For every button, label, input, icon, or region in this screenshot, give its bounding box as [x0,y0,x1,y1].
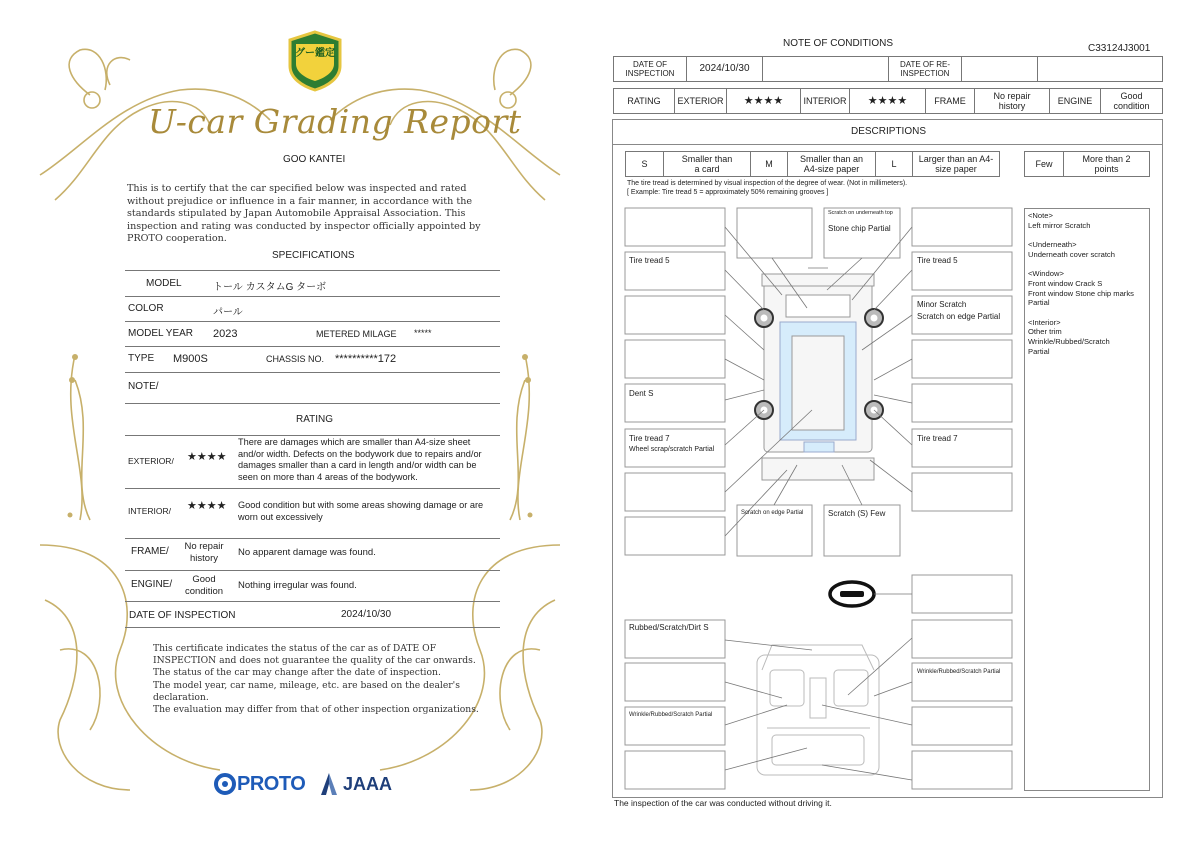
note-left-dent: Dent S [629,389,654,398]
year-label: MODEL YEAR [128,328,194,339]
frame-value-right: No repair history [974,88,1050,114]
note-rear-left-1: Tire tread 7 [629,434,670,443]
note-interior-left-2: Wrinkle/Rubbed/Scratch Partial [629,712,713,718]
frame-label-right: FRAME [925,88,975,114]
footer-note: The inspection of the car was conducted without driving it. [614,798,832,808]
interior-stars-right: ★★★★ [849,88,926,114]
engine-desc: Nothing irregular was found. [238,580,357,591]
side-note-line [1028,308,1148,318]
side-note-line [1028,230,1148,240]
disclaimer-line: declaration. [153,691,209,703]
proto-logo [213,771,305,797]
engine-label: ENGINE/ [131,579,173,590]
note-rear-right: Tire tread 7 [917,434,958,443]
note-front-right: Tire tread 5 [917,256,958,265]
side-note-line: <Interior> [1028,317,1061,327]
note-bottom-small: Scratch on edge Partial [741,510,804,516]
engine-value: Good condition [184,574,224,597]
inspection-date-value: 2024/10/30 [341,609,392,620]
frame-value: No repair history [184,541,224,564]
goo-kantei-logo [288,30,342,92]
disclaimer-line: INSPECTION and does not guarantee the quality of the car onwards. [153,655,476,667]
exterior-stars-right: ★★★★ [726,88,801,114]
side-note-line [1028,260,1148,270]
doi-label: DATE OF INSPECTION [613,56,687,82]
side-note-line: Front window Crack S [1028,278,1103,288]
type-value: M900S [173,353,208,365]
blank-cell [762,56,889,82]
tire-note-2: [ Example: Tire tread 5 = approximately 50% remaining grooves ] [627,189,829,196]
note-roof: Stone chip Partial [828,224,891,233]
year-value: 2023 [213,328,238,340]
note-right-mid-2: Scratch on edge Partial [917,312,1001,321]
legend-text-m: Smaller than an A4-size paper [787,151,876,177]
jaaa-logo-text: JAAA [343,773,393,794]
side-notes [1028,211,1148,357]
steering-wheel-icon [830,582,912,606]
reinsp-value [961,56,1038,82]
model-label: MODEL [146,278,182,289]
certify-text: This is to certify that the car specified below was inspected and rated without prejudice or influence in a fair manner, in accordance with the standards stipulated by Japan Automobile Appraisal Association. This inspection and rating was conducted by inspector officially appointed by PROTO cooperation. [127,183,481,245]
side-note-line: Left mirror Scratch [1028,220,1091,230]
legend-key-s: S [625,151,664,177]
note-interior-left: Rubbed/Scratch/Dirt S [629,623,709,632]
legend-text-l: Larger than an A4-size paper [912,151,1000,177]
side-note-line: Underneath cover scratch [1028,249,1115,259]
rating-heading: RATING [296,414,334,425]
exterior-label-right: EXTERIOR [674,88,727,114]
chassis-label: CHASSIS NO. [266,354,325,364]
rating-label: RATING [613,88,675,114]
doi-value: 2024/10/30 [686,56,763,82]
interior-label-right: INTERIOR [800,88,850,114]
legend-key-l: L [875,151,913,177]
chassis-value: **********172 [335,353,397,365]
noc-title: NOTE OF CONDITIONS [783,38,893,49]
side-note-line: <Window> [1028,269,1064,279]
color-label: COLOR [128,303,164,314]
note-roof-small: Scratch on underneath top [828,210,893,216]
jaaa-logo [318,771,392,797]
side-note-line: Partial [1028,346,1050,356]
proto-mark-icon [213,772,237,796]
engine-value-right: Good condition [1100,88,1163,114]
exterior-desc: There are damages which are smaller than A4-size sheet and/or width. Defects on the bodywork due to repairs and/or damages smaller than a card in length and/or width can be seen on more than 4 areas of the bodywork. [238,437,482,482]
report-title: U-car Grading Report [148,102,522,141]
legend-text-s: Smaller than a card [663,151,751,177]
legend-key-few: Few [1024,151,1064,177]
note-bottom-right: Scratch (S) Few [828,509,886,518]
tire-note-1: The tire tread is determined by visual inspection of the degree of wear. (Not in millimeters). [627,180,908,187]
legend-key-m: M [750,151,788,177]
interior-desc: Good condition but with some areas showing damage or are worn out excessively [238,500,484,522]
inspection-date-label: DATE OF INSPECTION [129,610,236,621]
exterior-stars: ★★★★ [187,451,227,463]
side-note-line: Partial [1028,298,1050,308]
disclaimer-line: The model year, car name, mileage, etc. are based on the dealer's [153,679,460,691]
engine-label-right: ENGINE [1049,88,1101,114]
car-diagram [612,200,1022,798]
disclaimer-line: This certificate indicates the status of the car as of DATE OF [153,643,437,654]
note-interior-right: Wrinkle/Rubbed/Scratch Partial [917,669,1001,675]
org-name: GOO KANTEI [283,154,346,165]
descriptions-heading: DESCRIPTIONS [851,126,927,137]
proto-logo-text: PROTO [237,772,306,795]
side-note-line: Other trim [1028,327,1062,337]
frame-desc: No apparent damage was found. [238,547,376,558]
blank-cell [1037,56,1163,82]
milage-value: ***** [414,328,432,338]
color-value: パール [213,307,243,318]
interior-stars: ★★★★ [187,500,227,512]
exterior-label: EXTERIOR/ [128,456,174,466]
reinsp-label: DATE OF RE-INSPECTION [888,56,962,82]
logo-text: グー鑑定 [295,48,335,59]
doc-id: C33124J3001 [1088,43,1151,54]
note-right-mid-1: Minor Scratch [917,300,967,309]
side-note-line: <Underneath> [1028,240,1077,250]
side-note-line: Front window Stone chip marks [1028,288,1134,298]
note-label: NOTE/ [128,381,159,392]
disclaimer-line: The status of the car may change after the date of inspection. [153,667,441,679]
model-value: トール カスタムG ターボ [213,282,327,293]
frame-label: FRAME/ [131,546,169,557]
legend-text-few: More than 2 points [1063,151,1150,177]
side-note-line: <Note> [1028,211,1053,220]
jaaa-mark-icon [318,772,340,796]
type-label: TYPE [128,353,155,364]
note-rear-left-2: Wheel scrap/scratch Partial [629,446,715,453]
interior-label: INTERIOR/ [128,506,171,516]
milage-label: METERED MILAGE [316,329,397,339]
disclaimer-line: The evaluation may differ from that of other inspection organizations. [153,704,479,716]
side-note-line: Wrinkle/Rubbed/Scratch [1028,337,1110,347]
specs-heading: SPECIFICATIONS [272,250,355,261]
note-front-left: Tire tread 5 [629,256,670,265]
disclaimer [153,643,479,716]
